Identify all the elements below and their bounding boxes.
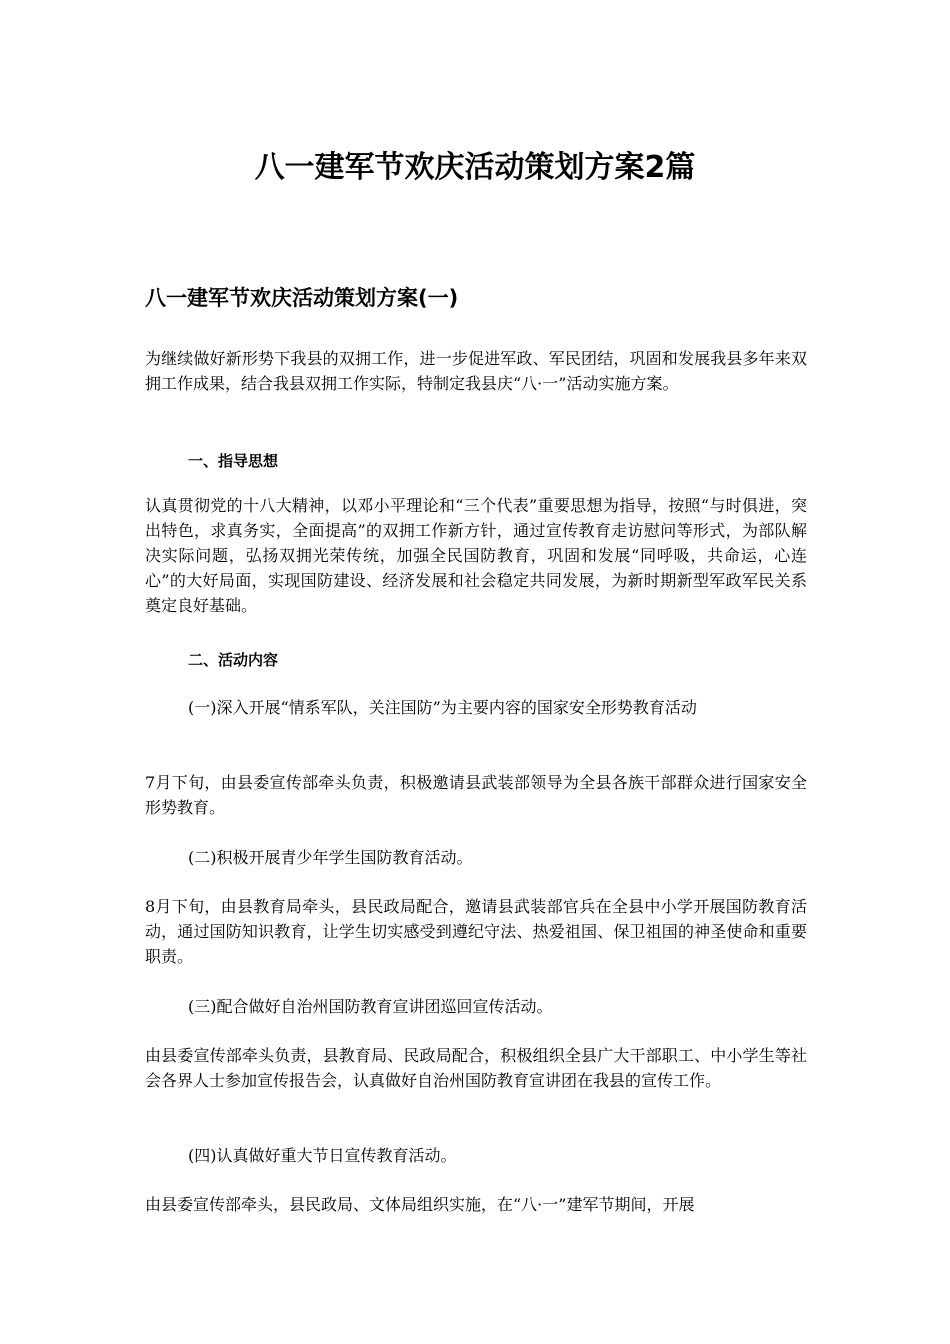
guiding-ideology-paragraph: 认真贯彻党的十八大精神，以邓小平理论和“三个代表”重要思想为指导，按照“与时俱进，突出特色，求真务实，全面提高”的双拥工作新方针，通过宣传教育走访慰问等形式，为部队解决实际问题，弘扬双拥光荣传统，加强全民国防教育，巩固和发展“同呼吸，共命运，心连心”的大好局面，实现国防建设、经济发展和社会稳定共同发展，为新时期新型军政军民关系奠定良好基础。 — [145, 496, 807, 615]
item-3-title: (三)配合做好自治州国防教育宣讲团巡回宣传活动。 — [188, 997, 553, 1016]
section-title: 八一建军节欢庆活动策划方案(一) — [145, 286, 459, 310]
item-2-body: 8月下旬，由县教育局牵头，县民政局配合，邀请县武装部官兵在全县中小学开展国防教育活动，通过国防知识教育，让学生切实感受到遵纪守法、热爱祖国、保卫祖国的神圣使命和重要职责。 — [145, 897, 807, 966]
item-4-title: (四)认真做好重大节日宣传教育活动。 — [188, 1146, 457, 1165]
item-4-body: 由县委宣传部牵头，县民政局、文体局组织实施，在“八·一”建军节期间，开展 — [145, 1195, 695, 1214]
heading-guiding-ideology: 一、指导思想 — [188, 452, 279, 470]
item-2-title: (二)积极开展青少年学生国防教育活动。 — [188, 848, 473, 867]
item-1-title: (一)深入开展“情系军队，关注国防”为主要内容的国家安全形势教育活动 — [188, 698, 697, 717]
item-3-body: 由县委宣传部牵头负责，县教育局、民政局配合，积极组织全县广大干部职工、中小学生等社会各界人士参加宣传报告会，认真做好自治州国防教育宣讲团在我县的宣传工作。 — [145, 1046, 807, 1090]
document-title: 八一建军节欢庆活动策划方案2篇 — [254, 150, 696, 185]
item-1-body: 7月下旬，由县委宣传部牵头负责，积极邀请县武装部领导为全县各族干部群众进行国家安全形势教育。 — [145, 773, 807, 817]
heading-activity-content: 二、活动内容 — [188, 651, 279, 669]
intro-paragraph: 为继续做好新形势下我县的双拥工作，进一步促进军政、军民团结，巩固和发展我县多年来双拥工作成果，结合我县双拥工作实际，特制定我县庆“八·一”活动实施方案。 — [145, 349, 807, 393]
